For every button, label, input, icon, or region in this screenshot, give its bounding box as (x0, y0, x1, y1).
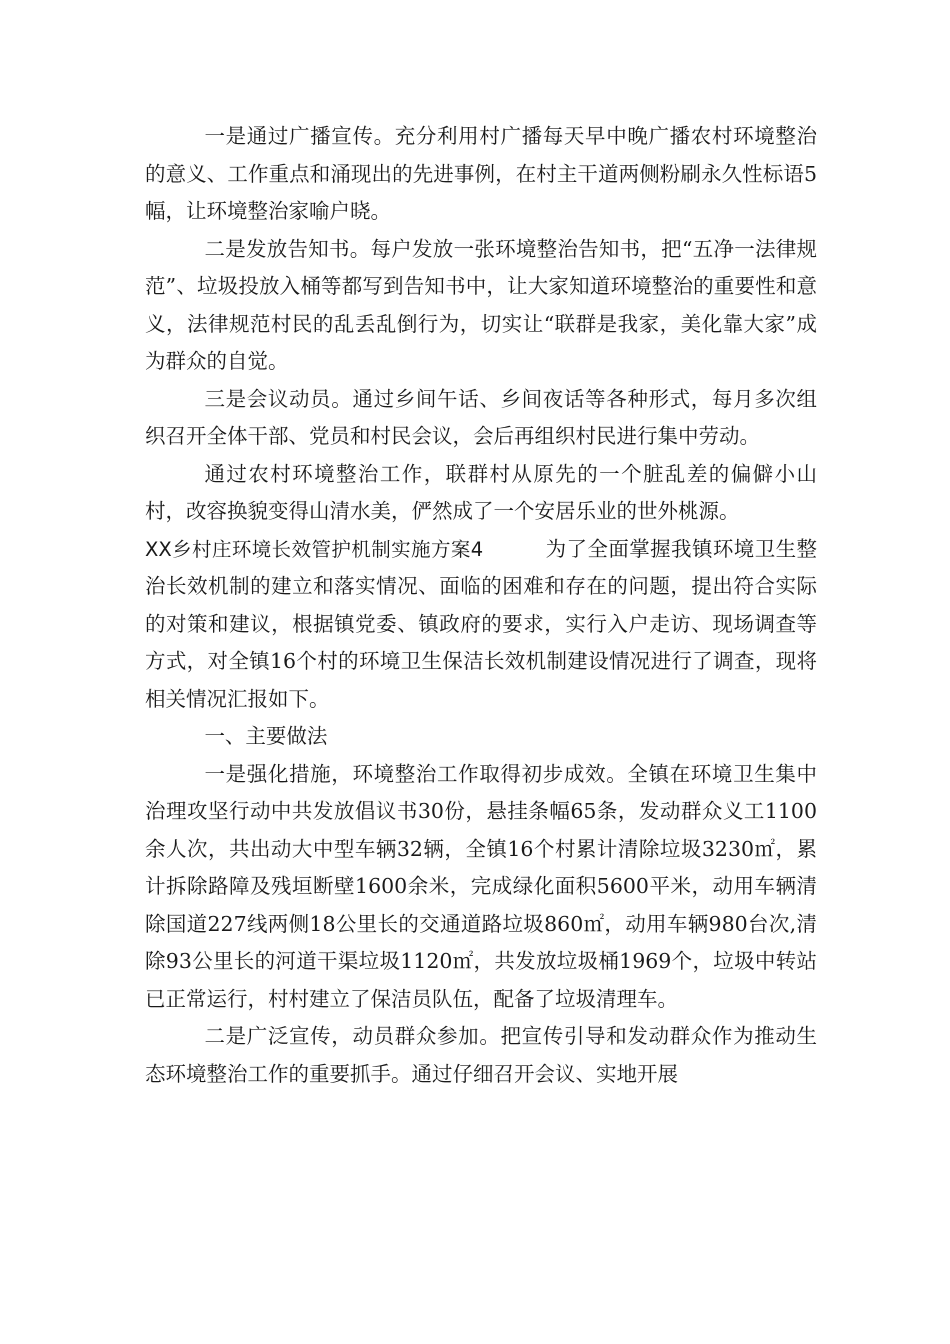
paragraph-notice: 二是发放告知书。每户发放一张环境整治告知书，把“五净一法律规范”、垃圾投放入桶等都写到告知书中，让大家知道环境整治的重要性和意义，法律规范村民的乱丢乱倒行为，切实让“联群是我家，美化靠大家”成为群众的自觉。 (145, 236, 817, 373)
paragraph-measures: 一是强化措施，环境整治工作取得初步成效。全镇在环境卫生集中治理攻坚行动中共发放倡议书30份，悬挂条幅65条，发动群众义工1100余人次，共出动大中型车辆32辆，全镇16个村累计清除垃圾3230㎡，累计拆除路障及残垣断壁1600余米，完成绿化面积5600平米，动用车辆清除国道227线两侧18公里长的交通道路垃圾860㎡，动用车辆980台次,清除93公里长的河道干渠垃圾1120㎡，共发放垃圾桶1969个，垃圾中转站已正常运行，村村建立了保洁员队伍，配备了垃圾清理车。 (145, 761, 817, 1011)
section-heading-paragraph (145, 531, 817, 719)
paragraph-meeting: 三是会议动员。通过乡间午话、乡间夜话等各种形式，每月多次组织召开全体干部、党员和村民会议，会后再组织村民进行集中劳动。 (145, 386, 817, 448)
subheading-main-practices: 一、主要做法 (204, 724, 328, 748)
section-heading: XX乡村庄环境长效管护机制实施方案4 (145, 537, 484, 561)
intro-paragraph: 为了全面掌握我镇环境卫生整治长效机制的建立和落实情况、面临的困难和存在的问题，提出符合实际的对策和建议，根据镇党委、镇政府的要求，实行入户走访、现场调查等方式，对全镇16个村的环境卫生保洁长效机制建设情况进行了调查，现将相关情况汇报如下。 (145, 536, 818, 711)
paragraph-broadcast: 一是通过广播宣传。充分利用村广播每天早中晚广播农村环境整治的意义、工作重点和涌现出的先进事例，在村主干道两侧粉刷永久性标语5幅，让环境整治家喻户晓。 (145, 124, 817, 223)
paragraph-publicity: 二是广泛宣传，动员群众参加。把宣传引导和发动群众作为推动生态环境整治工作的重要抓手。通过仔细召开会议、实地开展 (145, 1024, 817, 1086)
paragraph-result: 通过农村环境整治工作，联群村从原先的一个脏乱差的偏僻小山村，改容换貌变得山清水美，俨然成了一个安居乐业的世外桃源。 (145, 461, 817, 523)
document-body (145, 118, 817, 1093)
